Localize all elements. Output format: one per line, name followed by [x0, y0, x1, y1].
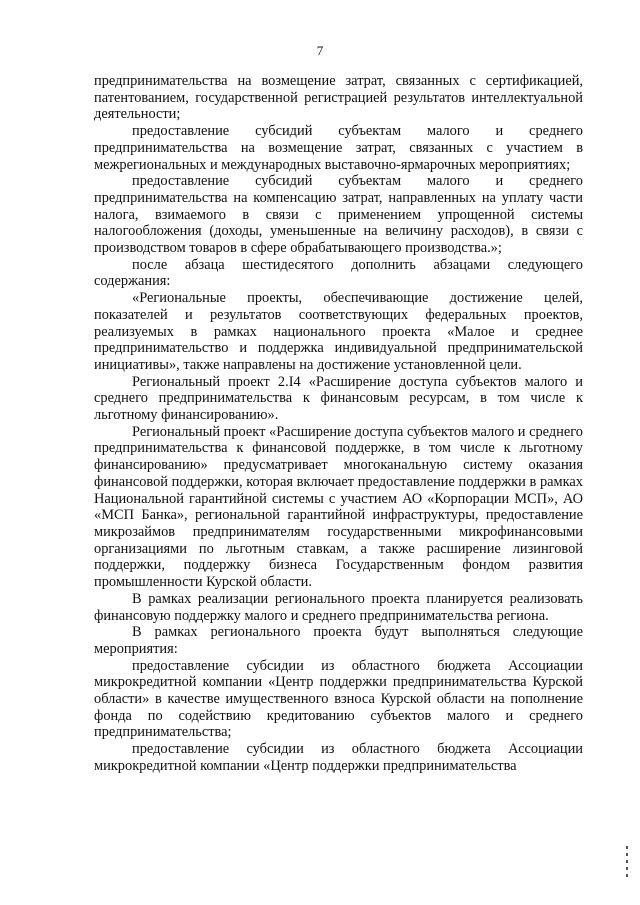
scan-mark [626, 874, 628, 877]
paragraph-5: «Региональные проекты, обеспечивающие достижение целей, показателей и результатов соответствующих федеральных проектов, реализуемых в рамках национального проекта «Малое и среднее предпринимательство и поддержка индивидуальной предпринимательской инициативы», также направлены на достижение установленной цели. [94, 290, 583, 373]
paragraph-10: предоставление субсидии из областного бюджета Ассоциации микрокредитной компании «Центр поддержки предпринимательства Курской области» в качестве имущественного взноса Курской области на пополнение фонда по содействию кредитованию субъектов малого и среднего предпринимательства; [94, 657, 583, 741]
paragraph-1: предпринимательства на возмещение затрат, связанных с сертификацией, патентованием, государственной регистрацией результатов интеллектуальной деятельности; [94, 73, 583, 123]
scan-mark [626, 853, 628, 856]
paragraph-8: В рамках реализации регионального проекта планируется реализовать финансовую поддержку малого и среднего предпринимательства региона. [94, 590, 583, 624]
paragraph-11: предоставление субсидии из областного бюджета Ассоциации микрокредитной компании «Центр поддержки предпринимательства [94, 741, 583, 774]
paragraph-9: В рамках регионального проекта будут выполняться следующие мероприятия: [94, 624, 583, 657]
scan-edge-marks [626, 846, 630, 896]
paragraph-4: после абзаца шестидесятого дополнить абзацами следующего содержания: [94, 256, 583, 290]
scan-mark [626, 867, 628, 870]
paragraph-3: предоставление субсидий субъектам малого и среднего предпринимательства на компенсацию затрат, направленных на уплату части налога, взимаемого в связи с применением упрощенной системы налогообложения (доходы, уменьшенные на величину расходов), в связи с производством товаров в сфере обрабатывающего производства.»; [94, 173, 583, 257]
paragraph-6: Региональный проект 2.I4 «Расширение доступа субъектов малого и среднего предпринимательства к финансовым ресурсам, в том числе к льготному финансированию». [94, 373, 583, 424]
paragraph-2: предоставление субсидий субъектам малого и среднего предпринимательства на возмещение затрат, связанных с участием в межрегиональных и международных выставочно-ярмарочных мероприятиях; [94, 123, 583, 173]
scan-mark [626, 860, 628, 863]
paragraph-7: Региональный проект «Расширение доступа субъектов малого и среднего предпринимательства к финансовой поддержке, в том числе к льготному финансированию» предусматривает многоканальную систему оказания финансовой поддержки, которая включает предоставление поддержки в рамках Национальной гарантийной системы с участием АО «Корпорации МСП», АО «МСП Банка», региональной гарантийной инфраструктуры, предоставление микрозаймов предпринимателям государственными микрофинансовыми организациями по льготным ставкам, а также расширение лизинговой поддержки, поддержку бизнеса Государственным фондом развития промышленности Курской области. [94, 423, 583, 591]
scan-mark [626, 846, 628, 849]
document-body [94, 73, 583, 775]
page-number: 7 [316, 43, 324, 58]
